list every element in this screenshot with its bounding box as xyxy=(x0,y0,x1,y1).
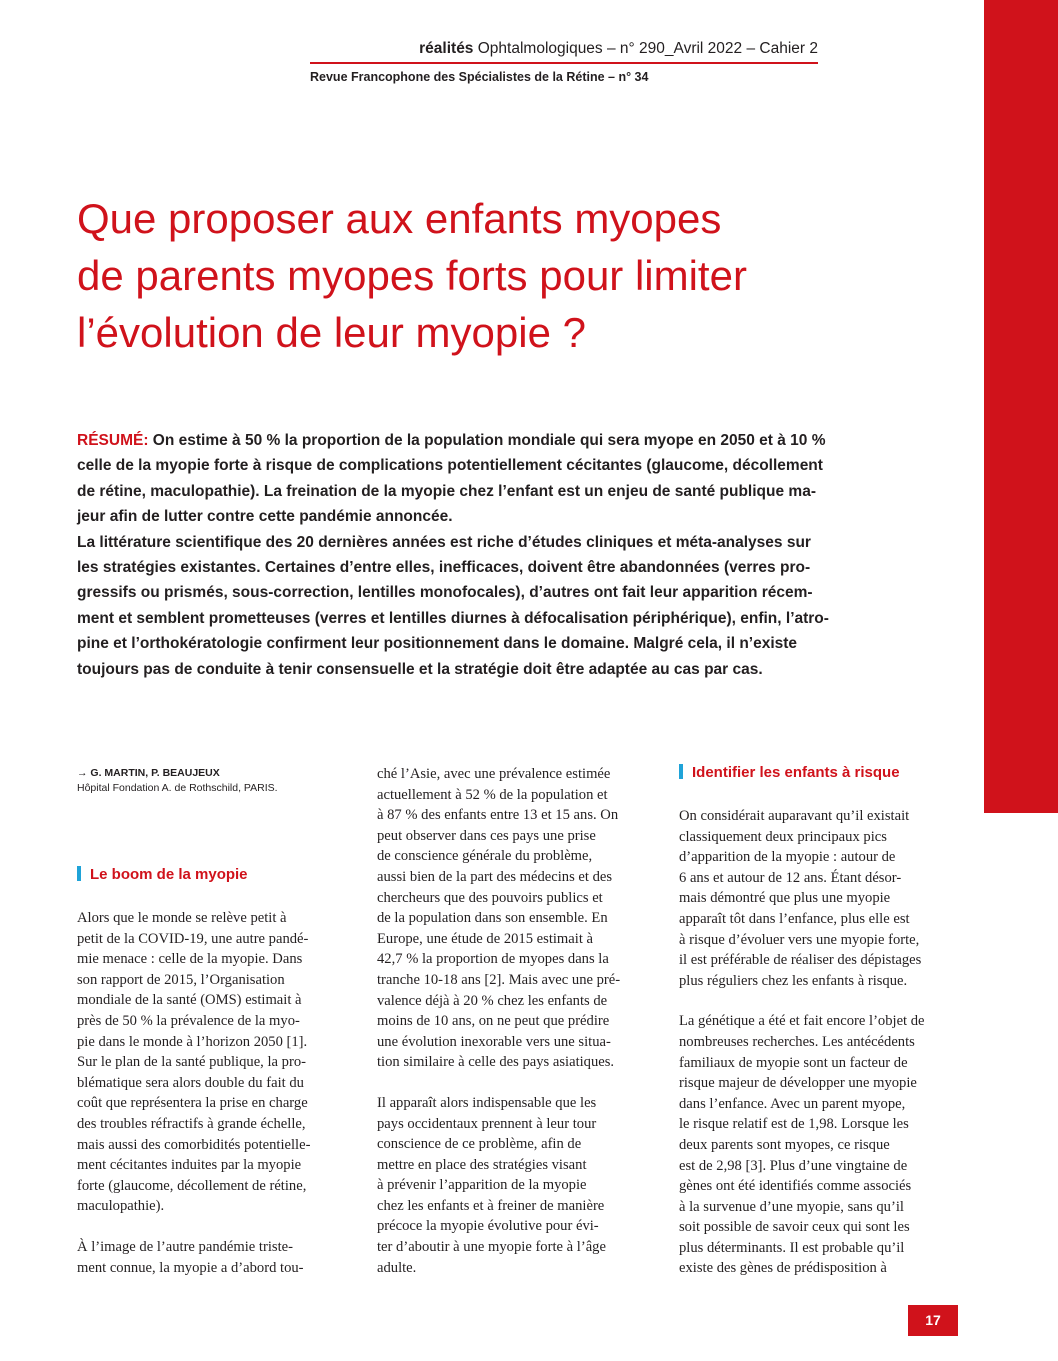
text-line: le risque relatif est de 1,98. Lorsque les xyxy=(679,1116,909,1133)
text-line: mie menace : celle de la myopie. Dans xyxy=(77,951,303,968)
text-line: mondiale de la santé (OMS) estimait à xyxy=(77,992,302,1009)
text-line: 6 ans et autour de 12 ans. Étant désor- xyxy=(679,869,902,886)
text-line: mais aussi des comorbidités potentielle- xyxy=(77,1136,311,1153)
page-number: 17 xyxy=(908,1305,958,1336)
section-heading-risk xyxy=(679,764,900,781)
text-line: précoce la myopie évolutive pour évi- xyxy=(377,1218,599,1235)
text-line: forte (glaucome, décollement de rétine, xyxy=(77,1177,307,1194)
author-affiliation: Hôpital Fondation A. de Rothschild, PARIS. xyxy=(77,782,278,794)
title-line: l’évolution de leur myopie ? xyxy=(77,309,586,356)
text-line: coût que représentera la prise en charge xyxy=(77,1095,308,1112)
text-line: aussi bien de la part des médecins et des xyxy=(377,868,613,885)
abstract-text: On estime à 50 % la proportion de la population mondiale qui sera myope en 2050 et à 10 % xyxy=(148,432,826,449)
text-line: Sur le plan de la santé publique, la pro- xyxy=(77,1054,306,1071)
text-line: On considérait auparavant qu’il existait xyxy=(679,808,910,824)
text-line: adulte. xyxy=(377,1259,417,1276)
text-line: tion similaire à celle des pays asiatiques. xyxy=(377,1054,615,1071)
abstract-line: gressifs ou prismés, sous-correction, lentilles monofocales), d’autres ont fait leur apparition récem- xyxy=(77,584,813,602)
text-line: des troubles réfractifs à grande échelle, xyxy=(77,1115,306,1132)
text-line: ment connue, la myopie a d’abord tou- xyxy=(77,1259,304,1276)
text-line: valence déjà à 20 % chez les enfants de xyxy=(377,992,608,1009)
abstract-line: jeur afin de lutter contre cette pandémie annoncée. xyxy=(77,508,453,526)
journal-subtitle: Revue Francophone des Spécialistes de la Rétine – n° 34 xyxy=(310,70,649,84)
text-line: ché l’Asie, avec une prévalence estimée xyxy=(377,766,611,782)
text-line: une évolution inexorable vers une situa- xyxy=(377,1033,611,1050)
paragraph-gap xyxy=(377,1073,620,1093)
journal-issue: Ophtalmologiques – n° 290_Avril 2022 – Cahier 2 xyxy=(473,40,818,57)
abstract-line: ment et semblent prometteuses (verres et lentilles diurnes à défocalisation périphérique), enfin, l’atro- xyxy=(77,609,829,627)
text-line: 42,7 % la proportion de myopes dans la xyxy=(377,951,609,968)
text-line: à la survenue d’une myopie, sans qu’il xyxy=(679,1198,904,1215)
abstract-label: RÉSUMÉ: xyxy=(77,432,149,449)
text-line: son rapport de 2015, l’Organisation xyxy=(77,971,285,988)
text-line: Alors que le monde se relève petit à xyxy=(77,910,287,926)
text-line: Europe, une étude de 2015 estimait à xyxy=(377,930,593,947)
text-line: pays occidentaux prennent à leur tour xyxy=(377,1115,597,1132)
text-line: Il apparaît alors indispensable que les xyxy=(377,1094,597,1111)
author-names: → G. MARTIN, P. BEAUJEUX xyxy=(77,767,220,779)
text-line: peut observer dans ces pays une prise xyxy=(377,827,596,844)
text-line: plus déterminants. Il est probable qu’il xyxy=(679,1239,905,1256)
abstract-line xyxy=(77,428,957,453)
text-line: tranche 10-18 ans [2]. Mais avec une pré- xyxy=(377,971,621,988)
text-line: ter d’aboutir à une myopie forte à l’âge xyxy=(377,1239,606,1256)
text-line: apparaît tôt dans l’enfance, plus elle est xyxy=(679,910,910,927)
author-block xyxy=(77,767,278,794)
abstract-line: celle de la myopie forte à risque de complications potentiellement cécitantes (glaucome, décollement xyxy=(77,457,823,475)
text-line: à prévenir l’apparition de la myopie xyxy=(377,1177,587,1194)
text-line: de conscience générale du problème, xyxy=(377,848,593,865)
text-line: blématique sera alors double du fait du xyxy=(77,1074,304,1091)
section-heading-text: Identifier les enfants à risque xyxy=(692,764,900,781)
text-line: existe des gènes de prédisposition à xyxy=(679,1260,887,1277)
section-marker xyxy=(77,866,81,881)
text-line: petit de la COVID-19, une autre pandé- xyxy=(77,930,309,947)
text-line: mais démontré que plus une myopie xyxy=(679,890,891,907)
text-line: classiquement deux principaux pics xyxy=(679,828,887,845)
column-3-text xyxy=(679,806,925,1279)
text-line: conscience de ce problème, afin de xyxy=(377,1136,582,1153)
journal-brand: réalités xyxy=(419,40,474,57)
abstract-line: les stratégies existantes. Certaines d’entre elles, inefficaces, doivent être abandonnées (verres pro- xyxy=(77,559,811,577)
text-line: familiaux de myopie sont un facteur de xyxy=(679,1054,908,1071)
text-line: maculopathie). xyxy=(77,1198,165,1215)
text-line: À l’image de l’autre pandémie triste- xyxy=(77,1238,293,1255)
paragraph-gap xyxy=(679,991,925,1011)
text-line: il est préférable de réaliser des dépistages xyxy=(679,952,922,969)
abstract-line: La littérature scientifique des 20 dernières années est riche d’études cliniques et méta-analyses sur xyxy=(77,533,811,551)
abstract xyxy=(77,428,957,682)
text-line: actuellement à 52 % de la population et xyxy=(377,786,608,803)
text-line: ment cécitantes induites par la myopie xyxy=(77,1157,302,1174)
header-rule xyxy=(310,62,818,64)
section-heading-boom xyxy=(77,866,248,883)
text-line: deux parents sont myopes, ce risque xyxy=(679,1136,890,1153)
column-1-text xyxy=(77,908,310,1278)
text-line: chez les enfants et à freiner de manière xyxy=(377,1197,605,1214)
abstract-line: de rétine, maculopathie). La freination de la myopie chez l’enfant est un enjeu de santé publique ma- xyxy=(77,482,816,500)
text-line: moins de 10 ans, on ne peut que prédire xyxy=(377,1013,610,1030)
paragraph-gap xyxy=(77,1217,310,1237)
journal-header xyxy=(310,40,818,58)
text-line: soit possible de savoir ceux qui sont les xyxy=(679,1219,910,1236)
section-marker xyxy=(679,764,683,779)
text-line: nombreuses recherches. Les antécédents xyxy=(679,1033,915,1050)
text-line: de la population dans son ensemble. En xyxy=(377,910,608,927)
text-line: gènes ont été identifiés comme associés xyxy=(679,1178,912,1195)
text-line: à 87 % des enfants entre 13 et 15 ans. On xyxy=(377,807,619,824)
text-line: près de 50 % la prévalence de la myo- xyxy=(77,1012,300,1029)
text-line: chercheurs que des pouvoirs publics et xyxy=(377,889,603,906)
text-line: dans l’enfance. Avec un parent myope, xyxy=(679,1095,906,1112)
text-line: est de 2,98 [3]. Plus d’une vingtaine de xyxy=(679,1157,908,1174)
abstract-line: toujours pas de conduite à tenir consensuelle et la stratégie doit être adaptée au cas par cas. xyxy=(77,660,763,678)
text-line: plus réguliers chez les enfants à risque. xyxy=(679,972,908,989)
title-line: Que proposer aux enfants myopes xyxy=(77,195,722,242)
text-line: à risque d’évoluer vers une myopie forte, xyxy=(679,931,920,948)
text-line: mettre en place des stratégies visant xyxy=(377,1156,587,1173)
article-title xyxy=(77,190,937,361)
text-line: La génétique a été et fait encore l’objet de xyxy=(679,1013,925,1030)
abstract-line: pine et l’orthokératologie confirment leur positionnement dans le domaine. Malgré cela, il n’existe xyxy=(77,635,798,653)
side-color-bar xyxy=(984,0,1058,813)
section-heading-text: Le boom de la myopie xyxy=(90,866,248,883)
text-line: pie dans le monde à l’horizon 2050 [1]. xyxy=(77,1033,308,1050)
text-line: risque majeur de développer une myopie xyxy=(679,1075,917,1092)
title-line: de parents myopes forts pour limiter xyxy=(77,252,747,299)
column-2-text xyxy=(377,764,620,1278)
text-line: d’apparition de la myopie : autour de xyxy=(679,849,896,866)
